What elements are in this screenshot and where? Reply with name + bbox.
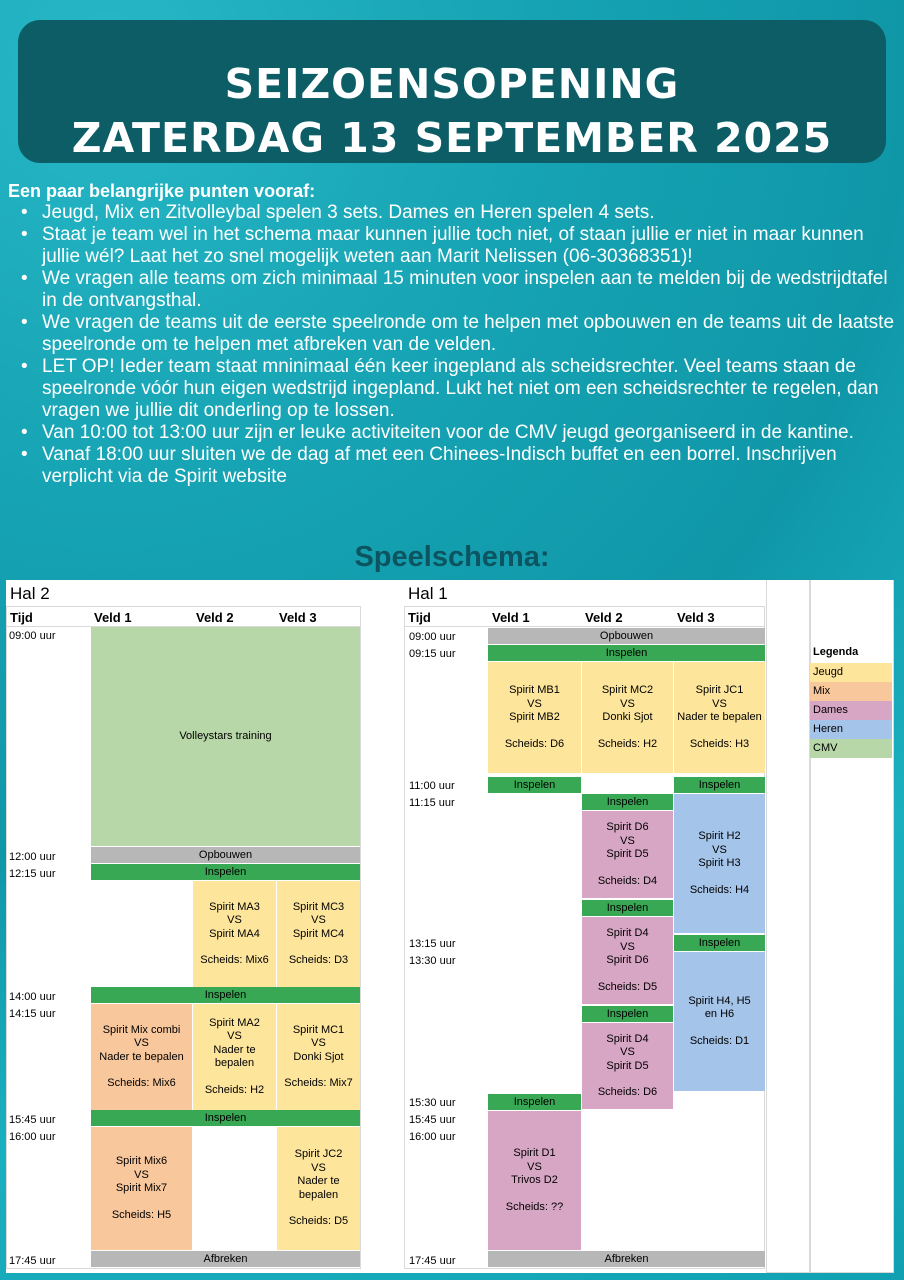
- team-name: Spirit D6: [606, 954, 649, 966]
- intro-bullet: • We vragen de teams uit de eerste speelronde om te helpen met opbouwen en de teams uit de laatste speelronde om te helpen met afbreken van de velden.: [42, 312, 896, 356]
- hal2-header-tijd: Tijd: [10, 610, 33, 625]
- hal2-training-block: Volleystars training: [91, 627, 360, 846]
- hal1-inspelen-bar: Inspelen: [674, 935, 765, 951]
- vs-label: VS: [227, 914, 242, 926]
- referee-label: Scheids: D4: [597, 874, 658, 887]
- team-name: Spirit MC1: [292, 1023, 345, 1036]
- referee-label: Scheids: Mix7: [284, 1077, 353, 1089]
- intro-bullet: • Jeugd, Mix en Zitvolleybal spelen 3 sets. Dames en Heren spelen 4 sets.: [42, 202, 896, 224]
- schedule-title: Speelschema:: [354, 541, 550, 573]
- referee-label: Scheids: H4: [689, 883, 750, 896]
- vs-label: VS: [227, 1030, 242, 1043]
- hal1-match-card: [582, 1023, 673, 1109]
- hal1-match-card: [674, 662, 765, 773]
- legend-item-dames: Dames: [810, 701, 892, 720]
- intro-bullet: • Van 10:00 tot 13:00 uur zijn er leuke activiteiten voor de CMV jeugd georganiseerd in de kantine.: [42, 422, 896, 444]
- hal2-match-card: [193, 1004, 276, 1110]
- team-name: Spirit D6: [606, 821, 649, 833]
- hal2-time: 14:15 uur: [9, 1008, 56, 1020]
- team-name: Spirit MA2: [209, 1016, 260, 1029]
- hal2-match-card: [193, 881, 276, 987]
- hal2-time: 14:00 uur: [9, 991, 56, 1003]
- team-name: Spirit Mix6: [115, 1155, 168, 1167]
- referee-label: Scheids: H3: [689, 737, 750, 750]
- team-name: Spirit MC4: [292, 927, 345, 940]
- title-banner: [18, 20, 886, 163]
- hal1-inspelen-bar: Inspelen: [488, 645, 765, 661]
- hal1-header-line: [404, 626, 765, 627]
- hal1-inspelen-bar: Inspelen: [582, 1006, 673, 1022]
- team-name: Spirit MA4: [209, 927, 260, 940]
- referee-label: Scheids: D5: [288, 1215, 349, 1228]
- intro-bullet: • LET OP! Ieder team staat mninimaal één keer ingepland als scheidsrechter. Veel teams staan de speelronde vóór hun eigen wedstrijd ingepland. Lukt het niet om een scheidsrechter te regelen, dan vragen we jullie dit onderling op te lossen.: [42, 356, 896, 422]
- legend-item-mix: Mix: [810, 682, 892, 701]
- hal1-time: 16:00 uur: [409, 1131, 456, 1143]
- referee-label: Scheids: H2: [204, 1083, 265, 1096]
- schedule-sheet: [6, 580, 894, 1273]
- vs-label: VS: [311, 1037, 326, 1049]
- hal1-match-card: [674, 952, 765, 1091]
- referee-label: Scheids: Mix6: [107, 1077, 176, 1089]
- hal2-time: 15:45 uur: [9, 1114, 56, 1126]
- hal1-inspelen-bar: Inspelen: [582, 900, 673, 916]
- referee-label: Scheids: ??: [505, 1200, 564, 1213]
- team-name: Spirit MC2: [601, 684, 654, 696]
- hal1-time: 09:15 uur: [409, 648, 456, 660]
- hal2-header-veld3: Veld 3: [279, 610, 317, 625]
- team-name: Spirit H3: [698, 857, 741, 869]
- vs-label: VS: [620, 834, 635, 847]
- hal2-time: 09:00 uur: [9, 630, 56, 642]
- vs-label: VS: [527, 697, 542, 710]
- team-name: Spirit MB2: [509, 711, 560, 723]
- team-name: Nader te bepalen: [99, 1050, 184, 1063]
- hal1-time: 11:15 uur: [409, 797, 455, 809]
- team-name: Spirit D5: [606, 848, 649, 860]
- hal2-match-card: [277, 1127, 360, 1250]
- vs-label: VS: [527, 1160, 542, 1173]
- vs-label: VS: [311, 1161, 326, 1174]
- hal1-header-veld2: Veld 2: [585, 610, 623, 625]
- hal1-time: 09:00 uur: [409, 631, 456, 643]
- hal2-inspelen-bar: Inspelen: [91, 1110, 360, 1126]
- vs-label: VS: [620, 940, 635, 953]
- hal2-time: 17:45 uur: [9, 1255, 56, 1267]
- team-name: Spirit D4: [606, 1032, 649, 1045]
- hal2-header-veld2: Veld 2: [196, 610, 234, 625]
- legend-item-jeugd: Jeugd: [810, 663, 892, 682]
- vs-label: VS: [134, 1037, 149, 1049]
- team-name: Nader te bepalen: [213, 1043, 256, 1070]
- team-name: Spirit D4: [606, 927, 649, 939]
- hal1-inspelen-bar: Inspelen: [582, 794, 673, 810]
- team-name: Donki Sjot: [293, 1050, 344, 1063]
- hal2-match-card: [91, 1127, 192, 1250]
- hal2-afbreken-bar: Afbreken: [91, 1251, 360, 1267]
- team-name: Nader te bepalen: [297, 1175, 340, 1201]
- referee-label: Scheids: H5: [111, 1208, 172, 1221]
- hal1-afbreken-bar: Afbreken: [488, 1251, 765, 1267]
- hal2-header-veld1: Veld 1: [94, 610, 132, 625]
- hal1-inspelen-bar: Inspelen: [488, 1094, 581, 1110]
- team-name: Spirit H4, H5: [688, 994, 751, 1007]
- hal1-time: 17:45 uur: [409, 1255, 456, 1267]
- intro-bullet: • Staat je team wel in het schema maar kunnen jullie toch niet, of staan jullie er niet in maar kunnen jullie wél? Laat het zo snel mogelijk weten aan Marit Nelissen (06-30368351)!: [42, 224, 896, 268]
- hal2-time: 12:00 uur: [9, 851, 56, 863]
- hal2-time: 16:00 uur: [9, 1131, 56, 1143]
- hal1-header-tijd: Tijd: [408, 610, 431, 625]
- hal1-time: 13:15 uur: [409, 938, 456, 950]
- hal2-opbouwen-bar: Opbouwen: [91, 847, 360, 863]
- referee-label: Scheids: H2: [597, 737, 658, 750]
- referee-label: Scheids: D5: [597, 980, 658, 993]
- team-name: Spirit MA3: [209, 900, 260, 913]
- team-name: Trivos D2: [511, 1174, 558, 1186]
- team-name: Spirit H2: [698, 830, 741, 842]
- referee-label: Scheids: D1: [689, 1034, 750, 1047]
- hal1-opbouwen-bar: Opbouwen: [488, 628, 765, 644]
- vs-label: VS: [311, 914, 326, 926]
- hal1-time: 15:45 uur: [409, 1114, 456, 1126]
- hal1-header-veld1: Veld 1: [492, 610, 530, 625]
- team-name: Donki Sjot: [602, 711, 653, 723]
- intro-heading: Een paar belangrijke punten vooraf:: [8, 181, 316, 201]
- referee-label: Scheids: D3: [288, 954, 349, 966]
- vs-label: VS: [712, 843, 727, 856]
- hal1-inspelen-bar: Inspelen: [488, 777, 581, 793]
- referee-label: Scheids: D6: [597, 1086, 658, 1098]
- hal1-match-card: [488, 1111, 581, 1250]
- hal1-time: 13:30 uur: [409, 955, 456, 967]
- hal2-title: Hal 2: [10, 584, 50, 603]
- hal1-match-card: [674, 794, 765, 933]
- vs-label: VS: [134, 1168, 149, 1181]
- hal1-inspelen-bar: Inspelen: [674, 777, 765, 793]
- team-name: Spirit Mix7: [115, 1182, 168, 1194]
- hal2-inspelen-bar: Inspelen: [91, 987, 360, 1003]
- intro-section: [8, 181, 896, 488]
- hal1-match-card: [488, 662, 581, 773]
- hal2-inspelen-bar: Inspelen: [91, 864, 360, 880]
- hal1-time: 11:00 uur: [409, 780, 455, 792]
- vs-label: VS: [620, 697, 635, 710]
- legend-item-cmv: CMV: [810, 739, 892, 758]
- referee-label: Scheids: D6: [504, 737, 565, 750]
- sheet-column: [766, 580, 810, 1273]
- intro-list: [8, 202, 896, 488]
- referee-label: Scheids: Mix6: [200, 954, 269, 966]
- vs-label: VS: [712, 697, 727, 710]
- intro-bullet: • Vanaf 18:00 uur sluiten we de dag af met een Chinees-Indisch buffet en een borrel. Inschrijven verplicht via de Spirit website: [42, 444, 896, 488]
- hal1-title: Hal 1: [408, 584, 448, 603]
- hal2-match-card: [277, 1004, 360, 1110]
- team-name: Spirit MB1: [509, 684, 560, 696]
- intro-bullet: • We vragen alle teams om zich minimaal 15 minuten voor inspelen aan te melden bij de wedstrijdtafel in de ontvangsthal.: [42, 268, 896, 312]
- hal1-time: 15:30 uur: [409, 1097, 456, 1109]
- legend-title: Legenda: [813, 646, 859, 658]
- legend-item-heren: Heren: [810, 720, 892, 739]
- hal2-match-card: [91, 1004, 192, 1110]
- team-name: Spirit MC3: [292, 900, 345, 913]
- team-name: en H6: [704, 1008, 735, 1021]
- hal2-time: 12:15 uur: [9, 868, 56, 880]
- team-name: Spirit Mix combi: [102, 1023, 181, 1036]
- hal1-match-card: [582, 662, 673, 773]
- team-name: Spirit JC1: [695, 684, 744, 696]
- team-name: Spirit D5: [606, 1059, 649, 1072]
- hal1-header-veld3: Veld 3: [677, 610, 715, 625]
- team-name: Nader te bepalen: [677, 711, 762, 723]
- banner-date: ZATERDAG 13 SEPTEMBER 2025: [71, 114, 833, 162]
- team-name: Spirit D1: [513, 1147, 556, 1159]
- hal2-match-card: [277, 881, 360, 987]
- team-name: Spirit JC2: [294, 1148, 343, 1161]
- vs-label: VS: [620, 1046, 635, 1058]
- banner-title: SEIZOENSOPENING: [224, 60, 680, 108]
- hal1-match-card: [582, 917, 673, 1004]
- hal1-match-card: [582, 811, 673, 898]
